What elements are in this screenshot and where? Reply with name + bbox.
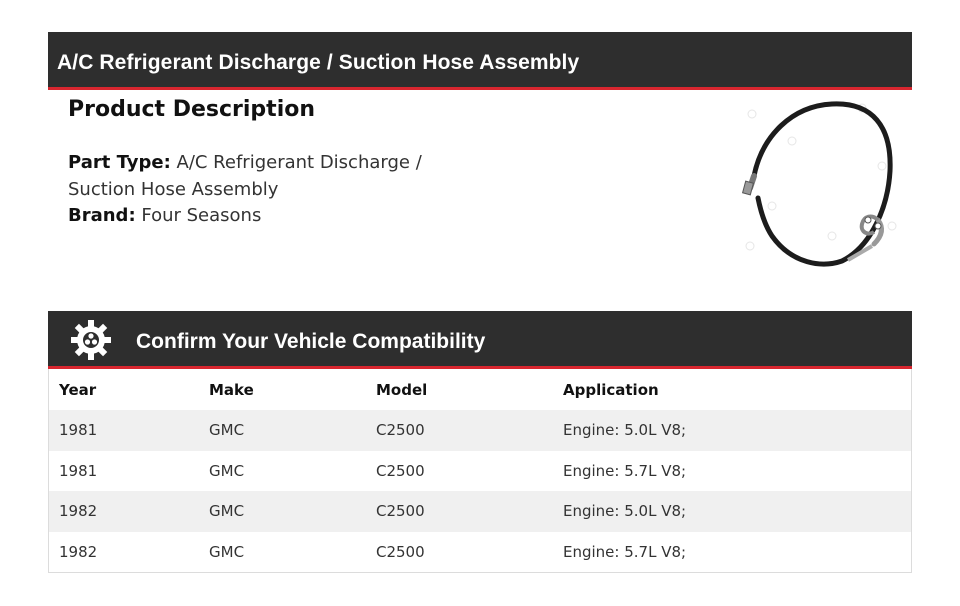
column-header-model: Model — [376, 380, 428, 399]
application-cell: Engine: 5.0L V8; — [563, 421, 687, 440]
year-cell: 1981 — [59, 461, 98, 480]
description-heading: Product Description — [68, 97, 316, 122]
compatibility-title: Confirm Your Vehicle Compatibility — [136, 330, 486, 353]
application-cell: Engine: 5.7L V8; — [563, 461, 687, 480]
table-row — [49, 491, 911, 532]
application-cell: Engine: 5.7L V8; — [563, 542, 687, 561]
model-cell: C2500 — [376, 542, 425, 561]
compatibility-table — [48, 369, 912, 573]
product-title-banner — [48, 32, 912, 90]
gear-icon — [70, 319, 112, 361]
year-cell: 1982 — [59, 502, 98, 521]
brand-label: Brand: — [68, 205, 136, 226]
part-type-value: A/C Refrigerant Discharge / Suction Hose Assembly — [68, 152, 422, 200]
make-cell: GMC — [209, 502, 245, 521]
compatibility-banner — [48, 311, 912, 369]
model-cell: C2500 — [376, 461, 425, 480]
make-cell: GMC — [209, 542, 245, 561]
brand-value: Four Seasons — [141, 205, 262, 226]
model-cell: C2500 — [376, 421, 425, 440]
make-cell: GMC — [209, 461, 245, 480]
product-title: A/C Refrigerant Discharge / Suction Hose Assembly — [57, 51, 580, 74]
model-cell: C2500 — [376, 502, 425, 521]
table-row — [49, 451, 911, 492]
year-cell: 1981 — [59, 421, 98, 440]
make-cell: GMC — [209, 421, 245, 440]
product-image — [732, 96, 910, 274]
description-body — [68, 150, 448, 230]
table-header-row — [49, 369, 911, 410]
column-header-make: Make — [209, 380, 254, 399]
application-cell: Engine: 5.0L V8; — [563, 502, 687, 521]
column-header-year: Year — [59, 380, 97, 399]
year-cell: 1982 — [59, 542, 98, 561]
column-header-application: Application — [563, 380, 659, 399]
table-row — [49, 410, 911, 451]
table-row — [49, 532, 911, 573]
part-type-label: Part Type: — [68, 152, 171, 173]
